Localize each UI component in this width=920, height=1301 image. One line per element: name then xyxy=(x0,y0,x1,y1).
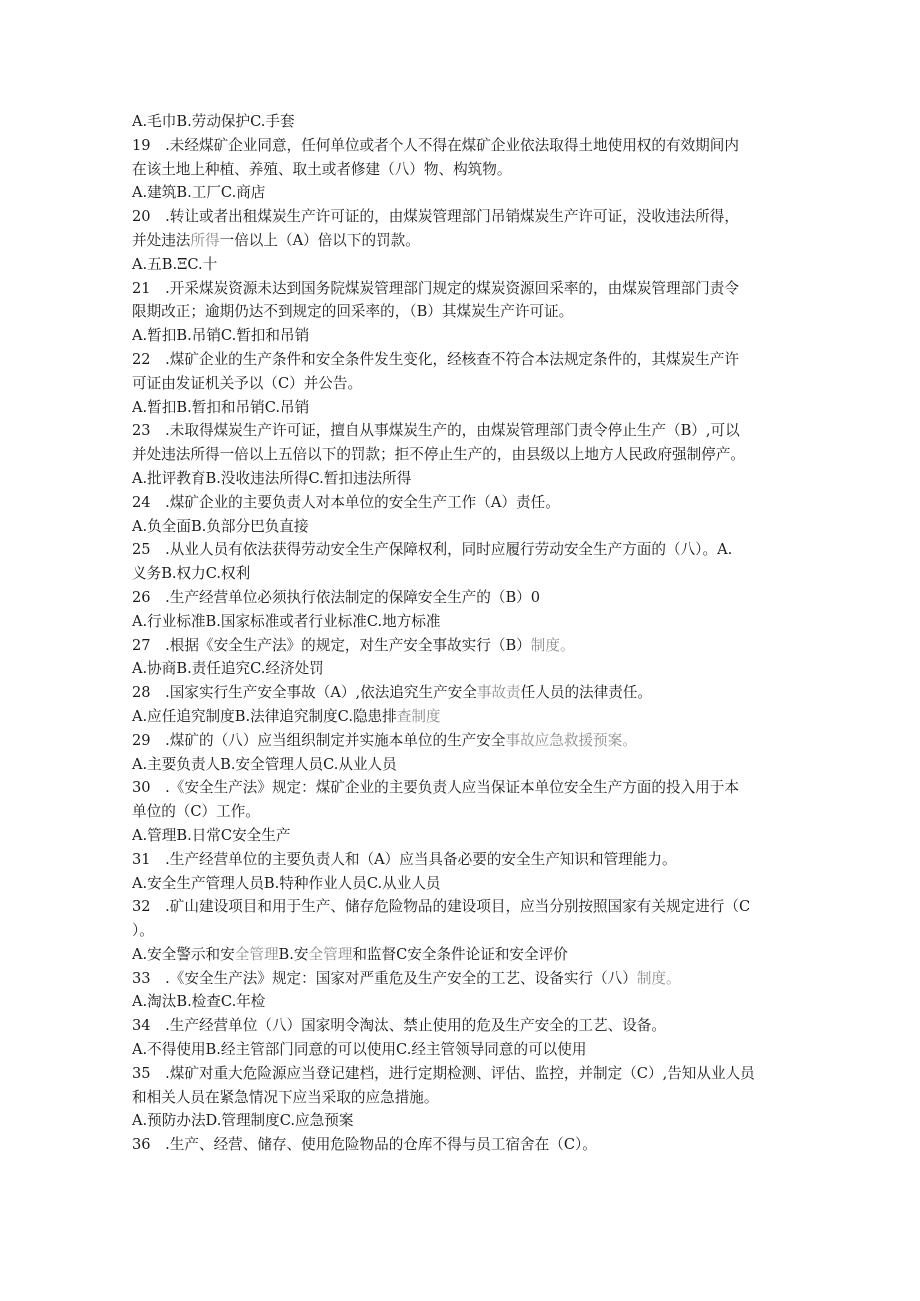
text-line xyxy=(132,919,792,943)
text-line xyxy=(132,110,792,134)
line-text: A.暂扣B.吊销C.暂扣和吊销 xyxy=(132,327,310,345)
text-line xyxy=(132,729,792,753)
text-line xyxy=(132,681,792,705)
faded-text: 制度。 xyxy=(530,636,575,654)
line-text: 35 .煤矿对重大危险源应当登记建档，进行定期检测、评估、监控，并制定（C）,告知从业人员 xyxy=(132,1064,755,1082)
faded-text: 所得 xyxy=(190,231,220,249)
line-text: A.行业标准B.国家标准或者行业标准C.地方标准 xyxy=(132,612,441,630)
faded-text: 事故责 xyxy=(476,684,521,702)
line-text: 单位的（C）工作。 xyxy=(132,803,260,821)
text-line xyxy=(132,634,792,658)
line-text: 30 .《安全生产法》规定：煤矿企业的主要负责人应当保证本单位安全生产方面的投入用于本 xyxy=(132,779,739,797)
line-text: 任人员的法律责任。 xyxy=(520,684,653,702)
line-text: 一倍以上（A）倍以下的罚款。 xyxy=(219,231,420,249)
line-text: A.安全生产管理人员B.特种作业人员C.从业人员 xyxy=(132,874,441,892)
text-line xyxy=(132,467,792,491)
text-line xyxy=(132,205,792,229)
line-text: A.不得使用B.经主管部门同意的可以使用C.经主管领导同意的可以使用 xyxy=(132,1041,587,1059)
line-text: 并处违法 xyxy=(132,231,191,249)
document-body xyxy=(132,110,792,1157)
text-line xyxy=(132,1014,792,1038)
line-text: 28 .国家实行生产安全事故（A）,依法追究生产安全 xyxy=(132,684,477,702)
line-text: A.安全警示和安 xyxy=(132,945,235,963)
text-line xyxy=(132,943,792,967)
faded-text: 全管理 xyxy=(234,945,279,963)
line-text: 义务B.权力C.权利 xyxy=(132,565,251,583)
text-line xyxy=(132,229,792,253)
line-text: A.建筑B.工厂C.商店 xyxy=(132,184,266,202)
text-line xyxy=(132,324,792,348)
line-text: B.安 xyxy=(278,945,309,963)
line-text: 26 .生产经营单位必须执行依法制定的保障安全生产的（B）0 xyxy=(132,588,541,606)
text-line xyxy=(132,300,792,324)
line-text: 27 .根据《安全生产法》的规定，对生产安全事故实行（B） xyxy=(132,636,531,654)
line-text: 21 .开采煤炭资源未达到国务院煤炭管理部门规定的煤炭资源回采率的，由煤炭管理部门责令 xyxy=(132,279,739,297)
line-text: 22 .煤矿企业的生产条件和安全条件发生变化，经核查不符合本法规定条件的，其煤炭生产许 xyxy=(132,350,739,368)
line-text: 25 .从业人员有依法获得劳动安全生产保障权利，同时应履行劳动安全生产方面的（八）。A. xyxy=(132,541,733,559)
text-line xyxy=(132,491,792,515)
text-line xyxy=(132,158,792,182)
text-line xyxy=(132,1086,792,1110)
line-text: 和监督C安全条件论证和安全评价 xyxy=(352,945,568,963)
text-line xyxy=(132,967,792,991)
line-text: A.管理B.日常C安全生产 xyxy=(132,826,291,844)
line-text: 在该土地上种植、养殖、取土或者修建（八）物、构筑物。 xyxy=(132,160,512,178)
text-line xyxy=(132,657,792,681)
text-line xyxy=(132,538,792,562)
line-text: A.批评教育B.没收违法所得C.暂扣违法所得 xyxy=(132,469,412,487)
text-line xyxy=(132,895,792,919)
text-line xyxy=(132,776,792,800)
text-line xyxy=(132,1062,792,1086)
text-line xyxy=(132,1038,792,1062)
line-text: 限期改正；逾期仍达不到规定的回采率的，（B）其煤炭生产许可证。 xyxy=(132,303,574,321)
line-text: 32 .矿山建设项目和用于生产、储存危险物品的建设项目，应当分别按照国家有关规定进行（C xyxy=(132,898,751,916)
text-line xyxy=(132,253,792,277)
text-line xyxy=(132,872,792,896)
line-text: 可证由发证机关予以（C）并公告。 xyxy=(132,374,363,392)
line-text: 19 .未经煤矿企业同意，任何单位或者个人不得在煤矿企业依法取得土地使用权的有效期间内 xyxy=(132,136,739,154)
text-line xyxy=(132,348,792,372)
text-line xyxy=(132,1109,792,1133)
text-line xyxy=(132,990,792,1014)
line-text: A.协商B.责任追究C.经济处罚 xyxy=(132,660,324,678)
line-text: A.五B.ΞC.十 xyxy=(132,255,218,273)
line-text: 36 .生产、经营、储存、使用危险物品的仓库不得与员工宿舍在（C）。 xyxy=(132,1136,597,1154)
line-text: 33 .《安全生产法》规定：国家对严重危及生产安全的工艺、设备实行（八） xyxy=(132,969,637,987)
line-text: A.负全面B.负部分巴负直接 xyxy=(132,517,309,535)
line-text: A.毛巾B.劳动保护C.手套 xyxy=(132,113,295,130)
faded-text: 全管理 xyxy=(308,945,353,963)
line-text: A.预防办法D.管理制度C.应急预案 xyxy=(132,1112,354,1130)
text-line xyxy=(132,848,792,872)
text-line xyxy=(132,753,792,777)
line-text: A.主要负责人B.安全管理人员C.从业人员 xyxy=(132,755,397,773)
line-text: 并处违法所得一倍以上五倍以下的罚款；拒不停止生产的，由县级以上地方人民政府强制停产。 xyxy=(132,446,745,464)
text-line xyxy=(132,705,792,729)
text-line xyxy=(132,800,792,824)
faded-text: 事故应急救援预案。 xyxy=(505,731,637,749)
line-text: 24 .煤矿企业的主要负责人对本单位的安全生产工作（A）责任。 xyxy=(132,493,560,511)
text-line xyxy=(132,1133,792,1157)
faded-text: 制度。 xyxy=(636,969,681,987)
text-line xyxy=(132,419,792,443)
faded-text: 查制度 xyxy=(396,707,441,725)
line-text: 34 .生产经营单位（八）国家明令淘汰、禁止使用的危及生产安全的工艺、设备。 xyxy=(132,1017,666,1035)
text-line xyxy=(132,372,792,396)
text-line xyxy=(132,134,792,158)
line-text: 31 .生产经营单位的主要负责人和（A）应当具备必要的安全生产知识和管理能力。 xyxy=(132,850,677,868)
line-text: ）。 xyxy=(132,922,154,940)
text-line xyxy=(132,396,792,420)
text-line xyxy=(132,586,792,610)
text-line xyxy=(132,562,792,586)
line-text: A.暂扣B.暂扣和吊销C.吊销 xyxy=(132,398,310,416)
line-text: 23 .未取得煤炭生产许可证，擅自从事煤炭生产的，由煤炭管理部门责令停止生产（B）,可以 xyxy=(132,422,740,440)
text-line xyxy=(132,443,792,467)
text-line xyxy=(132,824,792,848)
line-text: 20 .转让或者出租煤炭生产许可证的，由煤炭管理部门吊销煤炭生产许可证，没收违法所得， xyxy=(132,208,739,226)
text-line xyxy=(132,610,792,634)
line-text: A.应任追究制度B.法律追究制度C.隐患排 xyxy=(132,707,397,725)
line-text: 和相关人员在紧急情况下应当采取的应急措施。 xyxy=(132,1088,439,1106)
text-line xyxy=(132,515,792,539)
line-text: A.淘汰B.检查C.年检 xyxy=(132,993,266,1011)
text-line xyxy=(132,277,792,301)
line-text: 29 .煤矿的（八）应当组织制定并实施本单位的生产安全 xyxy=(132,731,506,749)
text-line xyxy=(132,181,792,205)
